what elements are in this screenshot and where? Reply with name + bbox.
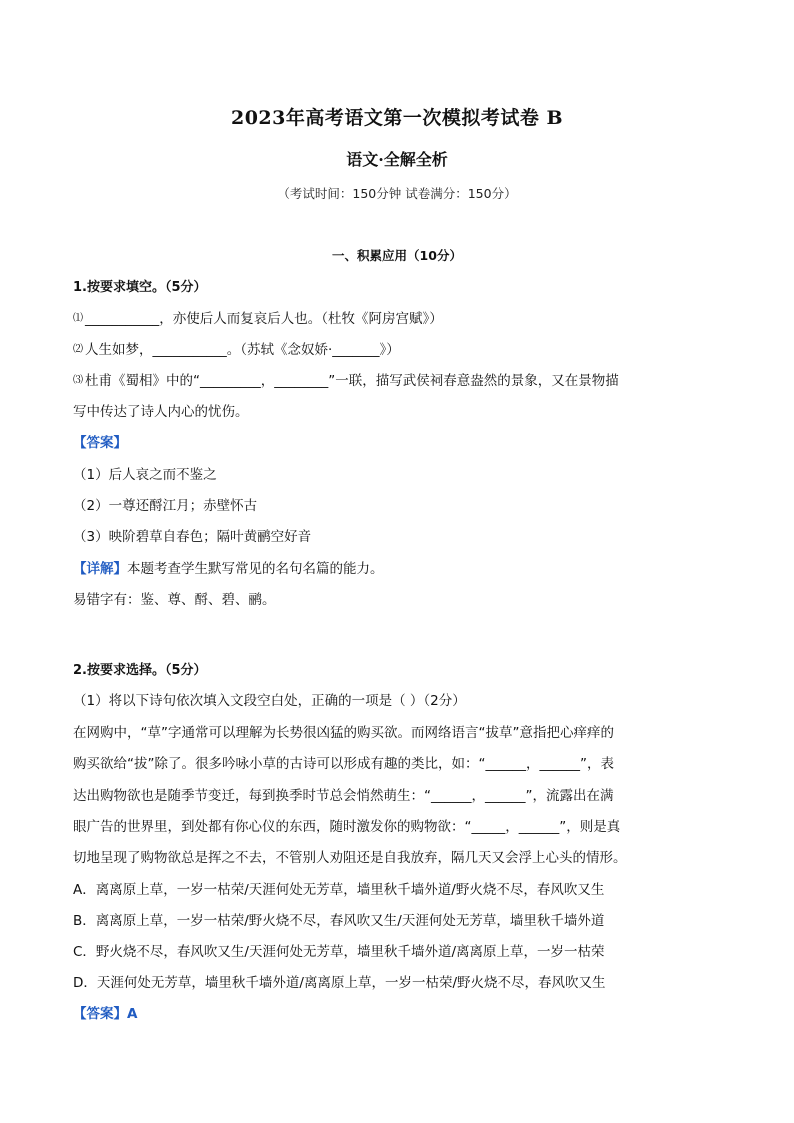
q1-item-3-continued: 写中传达了诗人内心的忧伤。 xyxy=(73,404,249,420)
q1-item-3-number: ⑶ xyxy=(73,375,83,386)
q2-option-c: C．野火烧不尽，春风吹又生/天涯何处无芳草，墙里秋千墙外道/离离原上草，一岁一枯荣 xyxy=(73,944,605,960)
q1-answer-1: （1）后人哀之而不鉴之 xyxy=(73,467,217,483)
section-heading: 一、积累应用（10分） xyxy=(332,248,462,263)
q1-heading: 1.按要求填空。（5分） xyxy=(73,280,207,295)
q1-detail-tag: 【详解】 xyxy=(73,561,127,577)
exam-info: （考试时间：150分钟 试卷满分：150分） xyxy=(277,186,517,201)
q1-error-prone: 易错字有：鉴、尊、酹、碧、鹂。 xyxy=(73,592,276,608)
q2-sub-1: （1）将以下诗句依次填入文段空白处，正确的一项是（ ）（2分） xyxy=(73,693,466,709)
q1-detail xyxy=(73,559,384,579)
q2-answer-tag: 【答案】 xyxy=(73,1006,127,1022)
q2-option-a: A．离离原上草，一岁一枯荣/天涯何处无芳草，墙里秋千墙外道/野火烧不尽，春风吹又生 xyxy=(73,882,605,898)
q1-answer-2: （2）一尊还酹江月；赤壁怀古 xyxy=(73,498,258,514)
q2-heading: 2.按要求选择。（5分） xyxy=(73,663,207,678)
q1-item-1-text: ___________，亦使后人而复哀后人也。（杜牧《阿房宫赋》） xyxy=(85,311,443,327)
q1-item-1 xyxy=(73,309,443,329)
q2-paragraph-line: 眼广告的世界里，到处都有你心仪的东西，随时激发你的购物欲：“_____，______”，则是真 xyxy=(73,819,621,835)
q1-item-3-text: 杜甫《蜀相》中的“_________，________”一联，描写武侯祠春意盎然的景象，又在景物描 xyxy=(85,373,619,389)
page-subtitle: 语文·全解全析 xyxy=(346,150,448,169)
q2-option-b: B．离离原上草，一岁一枯荣/野火烧不尽，春风吹又生/天涯何处无芳草，墙里秋千墙外道 xyxy=(73,913,605,929)
q1-detail-text: 本题考查学生默写常见的名句名篇的能力。 xyxy=(127,561,384,577)
page-title: 2023年高考语文第一次模拟考试卷 B xyxy=(230,107,564,129)
q1-item-3 xyxy=(73,371,619,391)
q2-answer-value: A xyxy=(127,1006,138,1022)
q2-paragraph-line: 购买欲给“拔”除了。很多吟咏小草的古诗可以形成有趣的类比，如：“______，______”，表 xyxy=(73,756,614,772)
q1-item-2-text: 人生如梦，___________。（苏轼《念奴娇·_______》） xyxy=(85,342,400,358)
q1-item-1-number: ⑴ xyxy=(73,313,83,324)
q2-paragraph-line: 切地呈现了购物欲总是挥之不去，不管别人劝阻还是自我放弃，隔几天又会浮上心头的情形。 xyxy=(73,850,627,866)
q2-paragraph-line: 达出购物欲也是随季节变迁，每到换季时节总会悄然萌生：“______，______”，流露出在满 xyxy=(73,788,614,804)
q1-item-2-number: ⑵ xyxy=(73,344,83,355)
q2-paragraph-line: 在网购中，“草”字通常可以理解为长势很凶猛的购买欲。而网络语言“拔草”意指把心痒痒的 xyxy=(73,725,614,741)
q1-answer-3: （3）映阶碧草自春色；隔叶黄鹂空好音 xyxy=(73,529,312,545)
q2-option-d: D．天涯何处无芳草，墙里秋千墙外道/离离原上草，一岁一枯荣/野火烧不尽，春风吹又生 xyxy=(73,975,606,991)
q1-answer-tag: 【答案】 xyxy=(73,435,127,451)
q2-answer xyxy=(73,1004,137,1024)
q1-item-2 xyxy=(73,340,400,360)
